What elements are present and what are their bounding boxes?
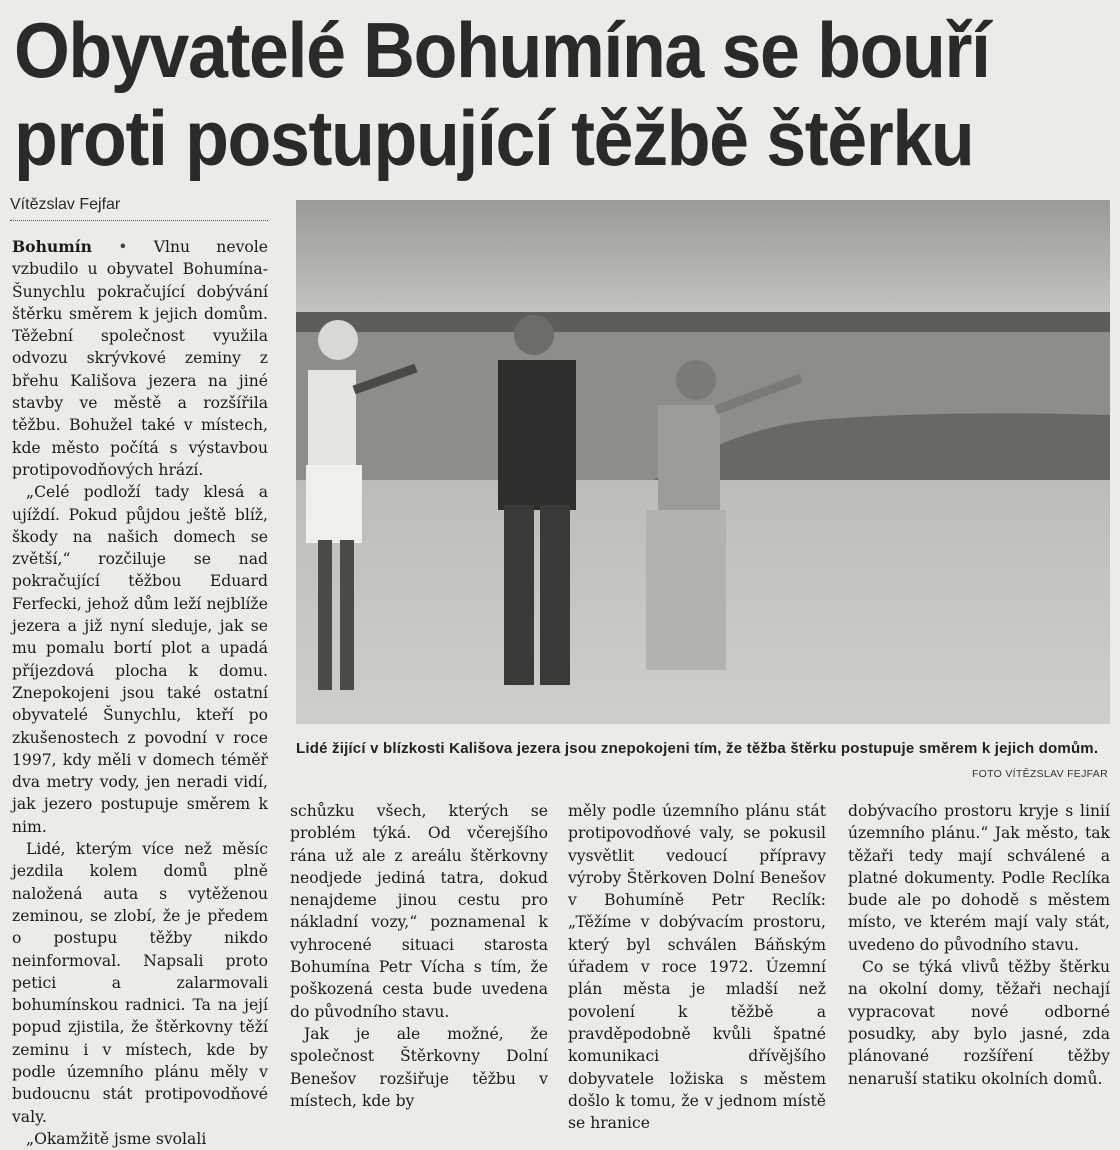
headline-line-2: proti postupující těžbě štěrku xyxy=(14,94,974,182)
paragraph: „Celé podloží tady klesá a ujíždí. Pokud půjdou ještě blíž, škody na našich domech se zvětší,“ rozčiluje se nad pokračující těžbou Eduard Ferfecki, jehož dům leží nejblíže jezera a již nyní sleduje, jak se mu pomalu bortí plot a upadá příjezdová plocha k domu. Znepokojeni jsou také ostatní obyvatelé Šunychlu, kteří po zkušenostech z povodní v roce 1997, kdy měli v domech téměř dva metry vody, jen neradi vidí, jak jezero postupuje směrem k nim. xyxy=(12,483,268,836)
headline xyxy=(14,6,1026,182)
paragraph: Jak je ale možné, že společnost Štěrkovny Dolní Benešov rozšiřuje těžbu v místech, kde by xyxy=(290,1024,548,1110)
paragraph: měly podle územního plánu stát protipovodňové valy, se pokusil vysvětlit vedoucí přípravy výroby Štěrkoven Dolní Benešov v Bohumíně Petr Reclík: „Těžíme v dobývacím prostoru, který byl schválen Báňským úřadem v roce 1972. Územní plán města je mladší než povolení k těžbě a pravděpodobně kvůli špatné komunikaci dřívějšího dobyvatele ložiska s městem došlo k tomu, že v jednom místě se hranice xyxy=(568,802,826,1133)
article-column-3 xyxy=(568,800,826,1134)
paragraph: Co se týká vlivů těžby štěrku na okolní domy, těžaři nechají vypracovat nové odborné posudky, aby bylo jasné, zda plánované rozšíření těžby nenaruší statiku okolních domů. xyxy=(848,958,1110,1088)
dateline-bullet: • xyxy=(118,238,128,256)
photo-sky xyxy=(296,200,1110,325)
article-column-2 xyxy=(290,800,548,1112)
photo-image xyxy=(296,200,1110,724)
byline: Vítězslav Fejfar xyxy=(10,196,268,221)
article-column-4 xyxy=(848,800,1110,1090)
paragraph-text: Vlnu nevole vzbudilo u obyvatel Bohumína-Šunychlu pokračující dobývání štěrku směrem k jejich domům. Těžební společnost využila odvozu skrývkové zeminy z břehu Kališova jezera na jiné stavby ve městě a rozšířila těžbu. Bohužel také v místech, kde město počítá s výstavbou protipovodňových hrází. xyxy=(12,238,268,479)
photo-caption: Lidé žijící v blízkosti Kališova jezera jsou znepokojeni tím, že těžba štěrku postupuje směrem k jejich domům. xyxy=(296,740,1099,757)
paragraph: schůzku všech, kterých se problém týká. Od včerejšího rána už ale z areálu štěrkovny neodjede jediná tatra, dokud nenajdeme jinou cestu pro nákladní vozy,“ poznamenal k vyhrocené situaci starosta Bohumína Petr Vícha s tím, že poškozená cesta bude uvedena do původního stavu. xyxy=(290,802,548,1021)
paragraph: „Okamžitě jsme svolali xyxy=(26,1129,207,1148)
photo xyxy=(296,200,1110,724)
photo-credit: FOTO VÍTĚZSLAV FEJFAR xyxy=(971,768,1108,780)
paragraph xyxy=(12,236,268,481)
photo-far-shore xyxy=(296,312,1110,334)
headline-line-1: Obyvatelé Bohumína se bouří xyxy=(14,6,990,94)
paragraph: dobývacího prostoru kryje s linií územního plánu.“ Jak město, tak těžaři tedy mají schválené a platné dokumenty. Podle Reclíka bude ale po dohodě s městem místo, ve kterém mají valy stát, uvedeno do původního stavu. xyxy=(848,802,1110,954)
article-column-1 xyxy=(12,236,268,1150)
paragraph: Lidé, kterým více než měsíc jezdila kolem domů plně naložená auta s vytěženou zeminou, se zlobí, že je předem o postupu těžby nikdo neinformoval. Napsali proto petici a zalarmovali bohumínskou radnici. Ta na její popud zjistila, že štěrkovny těží zeminu i v místech, kde by podle územního plánu měly v budoucnu stát protipovodňové valy. xyxy=(12,840,268,1126)
dateline: Bohumín xyxy=(12,237,93,256)
